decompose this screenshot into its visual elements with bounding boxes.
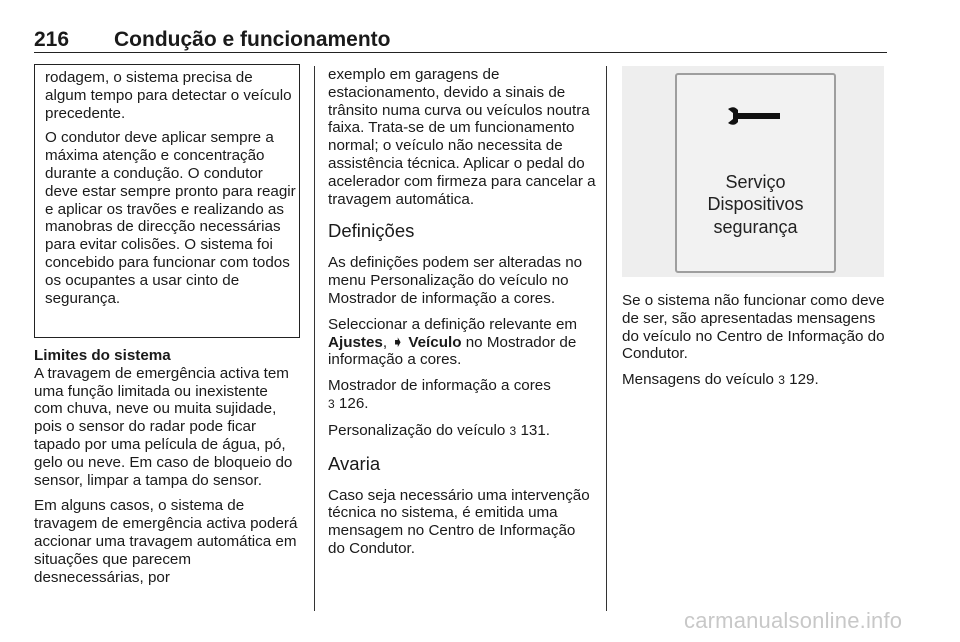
menu-arrow-icon: ➧ (391, 333, 405, 351)
display-line-3: segurança (713, 217, 798, 237)
wrench-icon (724, 105, 784, 127)
column-3-body (622, 292, 886, 398)
note-box (34, 64, 300, 338)
page-ref-icon: 3 (509, 423, 517, 438)
fault-paragraph: Caso seja necessário uma intervenção técnica no sistema, é emitida uma mensagem no Centro de Informação do Condutor. (328, 486, 590, 557)
page-ref: 131. (520, 421, 551, 439)
settings-paragraph: Mostrador de informação a cores 3 126. (328, 377, 551, 412)
settings-paragraph: Personalização do veículo 3 131. (328, 421, 551, 439)
malfunction-paragraph: Se o sistema não funcionar como deve de ser, são apresentadas mensagens do veículo no Centro de Informação do Condutor. (622, 292, 885, 363)
limits-paragraph: Em alguns casos, o sistema de travagem de emergência activa poderá accionar uma travagem automática em situações que parecem desnecessárias, por (34, 497, 298, 586)
page-ref: 126. (338, 394, 369, 412)
page-ref-icon: 3 (778, 373, 785, 388)
note-paragraph: rodagem, o sistema precisa de algum tempo para detectar o veículo precedente. (45, 69, 292, 122)
display-screen (675, 73, 836, 273)
page-header (34, 28, 887, 53)
page-ref-icon: 3 (328, 396, 335, 411)
column-divider (314, 66, 315, 611)
column-2-body (328, 66, 596, 566)
display-line-1: Serviço (725, 172, 786, 192)
settings-paragraph: As definições podem ser alteradas no menu Personalização do veículo no Mostrador de informação a cores. (328, 254, 583, 307)
fault-heading: Avaria (328, 452, 381, 474)
column-divider (606, 66, 607, 611)
display-line-2: Dispositivos (707, 194, 804, 214)
limits-paragraph: A travagem de emergência activa tem uma função limitada ou inexistente com chuva, neve ou muita sujidade, pois o sensor do radar pode ficar tapado por uma película de água, pó, gelo ou neve. Em caso de bloqueio do sensor, limpar a tampa do sensor. (34, 364, 293, 489)
watermark: carmanualsonline.info (684, 608, 903, 633)
messages-paragraph: Mensagens do veículo 3 129. (622, 371, 819, 389)
page-title: Condução e funcionamento (114, 28, 391, 51)
page-number: 216 (34, 28, 70, 51)
column-1-body (34, 347, 300, 594)
limits-heading: Limites do sistema (34, 347, 171, 364)
settings-paragraph: Seleccionar a definição relevante em Ajustes, ➧ Veículo no Mostrador de informação a cores. (328, 315, 578, 369)
page-ref: 129. (789, 371, 819, 389)
ajustes-label: Ajustes (328, 333, 383, 351)
display-illustration (622, 66, 884, 277)
note-paragraph: O condutor deve aplicar sempre a máxima atenção e concentração durante a condução. O condutor deve estar sempre pronto para reagir e aplicar os travões e realizando as manobras de direcção necessárias para evitar colisões. O sistema foi concebido para funcionar com todos os ocupantes a usar cinto de segurança. (45, 129, 296, 307)
garage-paragraph: exemplo em garagens de estacionamento, devido a sinais de trânsito numa curva ou veículos noutra faixa. Trata-se de um funcionamento normal; o veículo não necessita de assistência técnica. Aplicar o pedal do acelerador com firmeza para cancelar a travagem automática. (328, 66, 596, 208)
settings-heading: Definições (328, 220, 415, 242)
veiculo-label: Veículo (408, 333, 462, 351)
